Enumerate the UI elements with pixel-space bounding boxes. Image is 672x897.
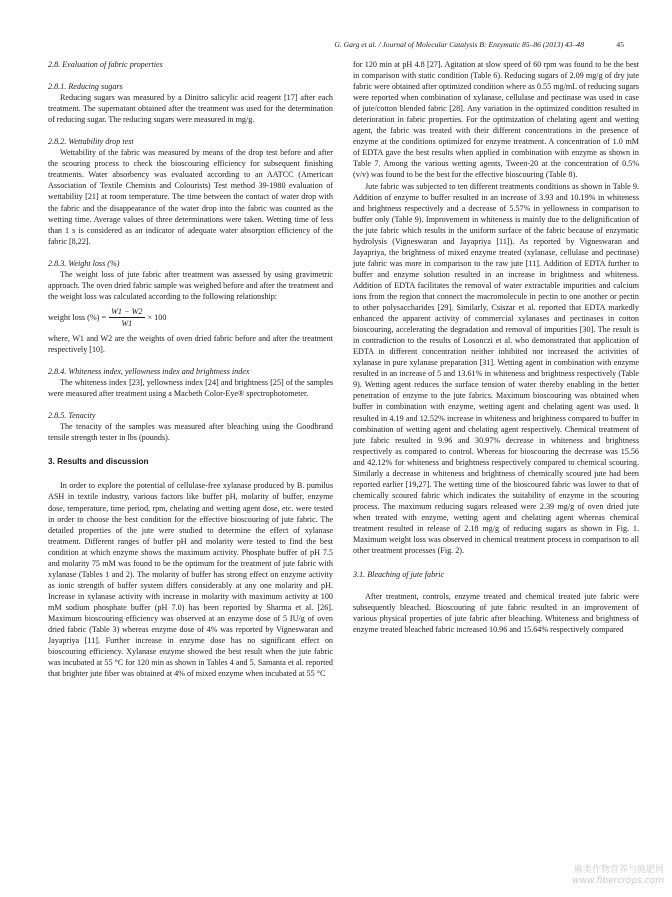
formula-rhs: × 100 [147,312,167,322]
paragraph-weight-loss-where: where, W1 and W2 are the weights of oven dried fabric before and after the treatment respectively [10]. [48,333,333,355]
subsection-heading-reducing-sugars: 2.8.1. Reducing sugars [48,82,123,92]
section-heading-2-8: 2.8. Evaluation of fabric properties [48,60,163,69]
section-heading-results: 3. Results and discussion [48,457,149,467]
right-column [353,59,639,635]
journal-citation: G. Garg et al. / Journal of Molecular Catalysis B: Enzymatic 85–86 (2013) 43–48 [334,40,584,49]
paragraph-tenacity: The tenacity of the samples was measured after bleaching using the Goodbrand tensile strength tester in lbs (pounds). [48,422,333,443]
paragraph-treatment-conditions: Jute fabric was subjected to ten different treatments conditions as shown in Table 9. Addition of enzyme to buffer resulted in an increase of 3.93 and 10.19% in whiteness and brightness respectively and a decrease of 5.57% in yellowness in comparison to buffer only (Table 9). Improvement in whiteness is mainly due to the delignification of the jute fabric which results in the uniform surface of the fabric because of enzymatic hydrolysis (Vigneswaran and Jayapriya [11]). As reported by Vigneswaran and Jayapriya, the brightness of mixed enzyme treated (xylanase, cellulase and pectinase) jute fabric was more in comparison to the raw jute [11]. Addition of EDTA further to buffer and enzyme solution resulted in an increase in brightness and whiteness. Addition of EDTA facilitates the removal of water extractable impurities and calcium ions from the region that connect the macromolecule in pectin to one another or pectin to other polysaccharides [29]. Similarly, Csiszar et al. reported that EDTA markedly enhanced the apparent activity of commercial xylanases and pectinases in cotton bioscouring, accelerating the degradation and removal of impurities [30]. The result is in contradiction to the results of Losonczi et al. who demonstrated that application of EDTA in different concentration neither inhibited nor increased the activities of xylanase in pure xylanase preparation [31]. Wetting agent in combination with enzyme resulted in an increase of 5 and 13.61% in whiteness and brightness respectively (Table 9). Wetting agent reduces the surface tension of water thereby enabling in the better penetration of enzyme to the jute fabrics. Maximum bioscouring was obtained when buffer in combination with enzyme, wetting agent and chelating agent was used. It resulted in 4.19 and 12.52% increase in whiteness and brightness compared to buffer in combination of wetting agent and chelating agent respectively. Chemical treatment of jute fabric resulted in 9.96 and 30.97% decrease in whiteness and brightness respectively as compared to control. Whereas for bioscouring the decrease was 15.56 and 42.12% for whiteness and brightness respectively compared to chemical scouring. Similarly a decrease in whiteness and brightness of chemically scoured jute had been reported earlier [19,27]. The wetting time of the bioscoured fabric was lower to that of chemically scoured fabric which indicates the suitability of enzyme in the scouring process. The maximum reducing sugars released were 2.39 mg/g of oven dried jute when treated with enzyme, wetting agent and chelating agent whereas chemical treatment resulted in release of 2.18 mg/g of reducing sugars as shown in Fig. 1. Maximum weight loss was observed in chemical treatment process in comparison to all other treatment processes (Fig. 2). [353,181,639,556]
formula-denominator: W1 [121,318,133,328]
paragraph-reducing-sugars: Reducing sugars was measured by a Dinitro salicylic acid reagent [17] after each treatment. The supernatant obtained after the treatment was used for the determination of reducing sugar. The reducing sugars were measured in mg/g. [48,93,333,125]
site-watermark [572,865,664,887]
watermark-chinese-text: 麻类作物营养与施肥网 [573,865,664,875]
paragraph-wettability: Wettability of the fabric was measured by means of the drop test before and after the scouring process to check the bioscouring efficiency for subsequent finishing treatments. Water absorbency was evaluated according to an AATCC (American Association of Textile Chemists and Colourists) Test method 39-1980 evaluation of wettability [21] at room temperature. The time between the contact of water drop with the fabric and the disappearance of the water drop into the fabric was counted as the wetting time. Average values of three determinations were taken. Wetting time of less than 1 s is considered as an indicator of adequate water absorption efficiency of the fabric [8,22]. [48,148,333,246]
paragraph-whiteness: The whiteness index [23], yellowness index [24] and brightness [25] of the samples were measured after treatment using a Macbeth Color-Eye® spectrophotometer. [48,378,333,399]
weight-loss-formula [48,306,333,329]
formula-numerator: W1 − W2 [109,306,144,318]
paragraph-results-continued: for 120 min at pH 4.8 [27]. Agitation at slow speed of 60 rpm was found to be the best in comparison with static condition (Table 6). Reducing sugars of 2.09 mg/g of dry jute fabric were obtained after optimized condition where as 0.55 mg/mL of reducing sugars were reported when combination of xylanase, cellulase and pectinase was used in case of jute/cotton blended fabric [28]. Any variation in the optimized condition resulted in deterioration in fabric properties. For the optimization of chelating agent and wetting agent, the fabric was treated with their different concentrations in the presence of enzyme at the conditions optimized for enzyme treatment. A concentration of 1.0 mM of EDTA gave the best results when applied in combination with enzyme as shown in Table 7. Among the various wetting agents, Tween-20 at the concentration of 0.5% (v/v) was found to be the best for the effective bioscouring (Table 8). [353,60,639,180]
subsection-heading-bleaching: 3.1. Bleaching of jute fabric [353,570,445,580]
subsection-heading-weight-loss: 2.8.3. Weight loss (%) [48,258,120,268]
paragraph-weight-loss: The weight loss of jute fabric after treatment was assessed by using gravimetric approach. The oven dried fabric sample was weighed before and after the treatment and the weight loss was calculated according to the following relationship: [48,269,334,301]
page-number: 45 [616,40,624,49]
subsection-heading-tenacity: 2.8.5. Tenacity [48,411,96,421]
watermark-url: www.fibercrops.com [572,876,664,886]
paragraph-bleaching: After treatment, controls, enzyme treated and chemical treated jute fabric were subsequently bleached. Bioscouring of jute fabric resulted in an improvement of various physical properties of jute fabric after bleaching. Whiteness and brightness of enzyme treated bleached fabric increased 10.96 and 15.64% respectively compared [353,592,639,635]
formula-fraction [109,306,144,329]
formula-lhs: weight loss (%) = [48,312,107,322]
subsection-heading-wettability: 2.8.2. Wettability drop test [48,137,134,147]
subsection-heading-whiteness: 2.8.4. Whiteness index, yellowness index and brightness index [48,367,250,377]
paragraph-results-intro: In order to explore the potential of cellulase-free xylanase produced by B. pumilus ASH in textile industry, various factors like buffer pH, molarity of buffer, enzyme dose, temperature, time period, rpm, chelating and wetting agent dose, etc. were tested in order to choose the best condition for the effective bioscouring of jute fabric. The detailed properties of the jute were studied to determine the effect of xylanase treatment. Different ranges of buffer pH and molarity were tested to find the best condition at which enzyme shows the maximum activity. Phosphate buffer of pH 7.5 and molarity 75 mM was found to be the optimum for the treatment of jute fabric with xylanase (Tables 1 and 2). The molarity of buffer has strong effect on enzyme activity as ionic strength of buffer system differs considerably at any one molarity and pH. Increase in xylanase activity with increase in molarity with maximum activity at 100 mM sodium phosphate buffer (pH 7.0) has been reported by Sharma et al. [26]. Maximum bioscouring efficiency was observed at an enzyme dose of 5 IU/g of oven dried fabric (Table 3) whereas enzyme dose of 4% was reported by Vigneswaran and Jayapriya [11]. Further increase in enzyme dose has no significant effect on bioscouring efficiency. Xylanase enzyme showed the best result when the jute fabric was incubated at 55 °C for 120 min as shown in Tables 4 and 5. Samanta et al. reported that brighter jute fiber was obtained at 4% of mixed enzyme when incubated at 55 °C [48,481,333,679]
left-column [48,59,333,679]
running-header [48,40,624,52]
